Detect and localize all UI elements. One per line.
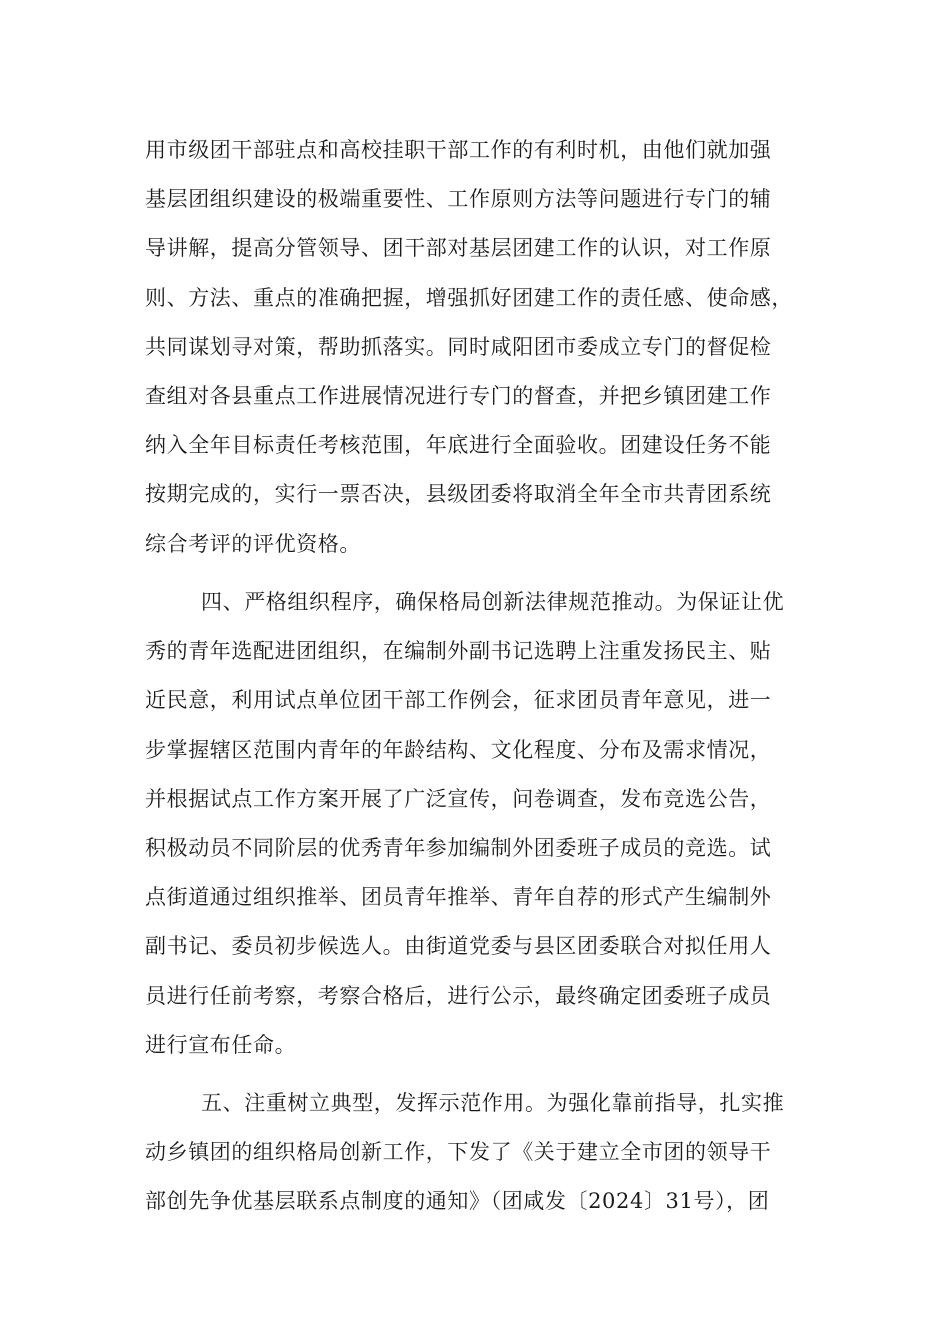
paragraph-line: 综合考评的评优资格。 [145,531,361,556]
paragraph-line: 按期完成的，实行一票否决，县级团委将取消全年全市共青团系统 [145,482,772,507]
paragraph-line: 查组对各县重点工作进展情况进行专门的督查，并把乡镇团建工作 [145,383,772,408]
paragraph-2 [145,578,810,1070]
paragraph-3 [145,1079,810,1227]
paragraph-line: 纳入全年目标责任考核范围，年底进行全面验收。团建设任务不能 [145,433,772,458]
paragraph-line: 点街道通过组织推举、团员青年推举、青年自荐的形式产生编制外 [145,885,772,910]
paragraph-line: 部创先争优基层联系点制度的通知》（团咸发〔2024〕31号），团 [145,1189,770,1214]
paragraph-line: 副书记、委员初步候选人。由街道党委与县区团委联合对拟任用人 [145,934,772,959]
paragraph-line: 近民意，利用试点单位团干部工作例会，征求团员青年意见，进一 [145,688,772,713]
paragraph-line: 动乡镇团的组织格局创新工作，下发了《关于建立全市团的领导干 [145,1140,772,1165]
paragraph-line: 五、注重树立典型，发挥示范作用。为强化靠前指导，扎实推 [201,1091,785,1115]
paragraph-line: 并根据试点工作方案开展了广泛宣传，问卷调查，发布竞选公告， [145,786,772,811]
paragraph-line: 进行宣布任命。 [145,1032,297,1057]
paragraph-line: 秀的青年选配进团组织，在编制外副书记选聘上注重发扬民主、贴 [145,639,772,664]
paragraph-line: 则、方法、重点的准确把握，增强抓好团建工作的责任感、使命感， [145,285,793,310]
paragraph-line: 导讲解，提高分管领导、团干部对基层团建工作的认识，对工作原 [145,236,772,261]
paragraph-line: 用市级团干部驻点和高校挂职干部工作的有利时机，由他们就加强 [145,138,772,162]
paragraph-line: 员进行任前考察，考察合格后，进行公示，最终确定团委班子成员 [145,983,772,1008]
paragraph-line: 积极动员不同阶层的优秀青年参加编制外团委班子成员的竞选。试 [145,835,772,860]
paragraph-line: 步掌握辖区范围内青年的年龄结构、文化程度、分布及需求情况， [145,737,772,762]
paragraph-line: 四、严格组织程序，确保格局创新法律规范推动。为保证让优 [201,590,785,614]
paragraph-1 [145,126,810,569]
paragraph-line: 基层团组织建设的极端重要性、工作原则方法等问题进行专门的辅 [145,187,772,212]
paragraph-line: 共同谋划寻对策，帮助抓落实。同时咸阳团市委成立专门的督促检 [145,334,772,359]
